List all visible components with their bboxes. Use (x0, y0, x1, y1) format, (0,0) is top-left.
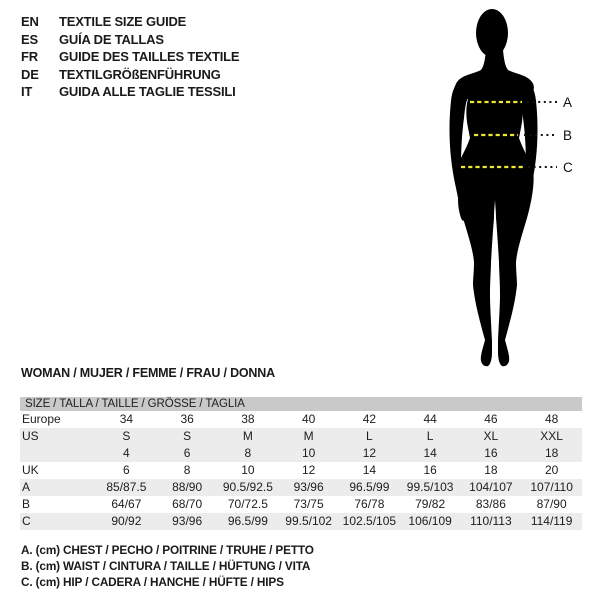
body-measurement-figure (430, 0, 600, 380)
row-label (20, 445, 96, 462)
size-cell: M (242, 429, 253, 443)
size-cell: 6 (123, 463, 130, 477)
size-cell: 44 (423, 412, 437, 426)
table-row-europe (20, 411, 582, 428)
row-label: UK (22, 463, 39, 477)
size-cell: 99.5/102 (285, 514, 332, 528)
size-cell: 87/90 (536, 497, 567, 511)
size-cell: 83/86 (475, 497, 506, 511)
size-cell: 12 (301, 463, 316, 477)
size-cell: S (122, 429, 131, 443)
size-cell: 106/109 (408, 514, 452, 528)
size-cell: 10 (241, 463, 255, 477)
size-cell: 18 (484, 463, 498, 477)
size-cell: 42 (362, 412, 377, 426)
chest-marker-label: A (563, 95, 573, 110)
size-cell: 114/119 (530, 514, 573, 528)
lang-row-en (21, 13, 239, 31)
size-cell: 16 (484, 446, 498, 460)
row-label: Europe (22, 412, 61, 426)
size-cell: 79/82 (415, 497, 446, 511)
size-cell: 6 (183, 446, 191, 460)
size-cell: 18 (544, 446, 559, 460)
size-cell: 85/87.5 (106, 480, 147, 494)
lang-code: EN (21, 14, 39, 29)
size-cell: 104/107 (469, 480, 513, 494)
size-cell: 70/72.5 (227, 497, 268, 511)
size-cell: M (303, 429, 314, 443)
size-cell: 96.5/99 (227, 514, 268, 528)
size-cell: 10 (301, 446, 316, 460)
table-row-c (20, 513, 582, 530)
legend-line-chest: A. (cm) CHEST / PECHO / POITRINE / TRUHE / PETTO (21, 543, 314, 557)
table-row-a (20, 479, 582, 496)
size-cell: 16 (423, 463, 437, 477)
size-cell: 99.5/103 (406, 480, 454, 494)
row-label: US (22, 429, 39, 443)
size-cell: 38 (241, 412, 255, 426)
hip-marker-label: C (563, 160, 573, 175)
size-cell: 14 (423, 446, 437, 460)
size-table (20, 397, 582, 530)
row-label: A (22, 480, 31, 494)
size-cell: 40 (301, 412, 316, 426)
lang-code: IT (21, 84, 33, 100)
lang-row-fr (21, 48, 239, 66)
size-cell: XXL (540, 429, 563, 443)
size-cell: 46 (484, 412, 498, 426)
lang-label: GUÍA DE TALLAS (59, 31, 164, 47)
lang-code: FR (21, 49, 38, 65)
size-cell: 14 (362, 463, 377, 477)
size-cell: 93/96 (293, 480, 324, 494)
lang-code: ES (21, 31, 38, 47)
size-cell: 12 (362, 446, 377, 460)
silhouette-head (476, 9, 508, 57)
lang-row-es (21, 31, 239, 49)
language-title-block (21, 13, 239, 101)
lang-label: GUIDE DES TAILLES TEXTILE (59, 49, 240, 65)
size-table-header: SIZE / TALLA / TAILLE / GRÖSSE / TAGLIA (20, 397, 582, 411)
legend-line-waist: B. (cm) WAIST / CINTURA / TAILLE / HÜFTUNG / VITA (21, 559, 311, 573)
size-cell: 64/67 (111, 497, 142, 511)
lang-label: TEXTILGRÖßENFÜHRUNG (59, 66, 221, 82)
lang-row-it (21, 83, 239, 101)
table-group-title: WOMAN / MUJER / FEMME / FRAU / DONNA (21, 366, 275, 380)
waist-marker-label: B (563, 128, 573, 143)
size-cell: 4 (123, 446, 130, 460)
table-row-uk (20, 462, 582, 479)
size-cell: 93/96 (172, 514, 203, 528)
size-cell: S (183, 429, 192, 443)
table-row-us-letters (20, 428, 582, 445)
table-row-us-numbers (20, 445, 582, 462)
size-cell: XL (483, 429, 499, 443)
size-cell: 8 (183, 463, 191, 477)
size-cell: L (366, 429, 373, 443)
size-cell: 8 (244, 446, 252, 460)
size-cell: 20 (544, 463, 559, 477)
size-cell: 107/110 (530, 480, 573, 494)
size-cell: 76/78 (354, 497, 385, 511)
size-cell: 110/113 (470, 514, 512, 528)
row-label: B (22, 497, 31, 511)
lang-code: DE (21, 66, 39, 82)
lang-row-de (21, 66, 239, 84)
legend-line-hip: C. (cm) HIP / CADERA / HANCHE / HÜFTE / HIPS (21, 575, 284, 589)
measurement-legend (21, 542, 314, 590)
size-cell: 102.5/105 (342, 514, 397, 528)
lang-label: GUIDA ALLE TAGLIE TESSILI (59, 84, 236, 100)
size-cell: 88/90 (172, 480, 203, 494)
size-cell: 73/75 (293, 497, 324, 511)
size-cell: 36 (180, 412, 194, 426)
size-cell: 90/92 (111, 514, 142, 528)
size-cell: 68/70 (172, 497, 203, 511)
size-cell: 90.5/92.5 (222, 480, 273, 494)
woman-silhouette-diagram (430, 0, 600, 380)
size-cell: 34 (119, 412, 134, 426)
table-row-b (20, 496, 582, 513)
size-cell: L (426, 429, 434, 443)
lang-label: TEXTILE SIZE GUIDE (59, 14, 187, 29)
size-cell: 48 (544, 412, 559, 426)
size-cell: 96.5/99 (349, 480, 390, 494)
row-label: C (22, 514, 31, 528)
